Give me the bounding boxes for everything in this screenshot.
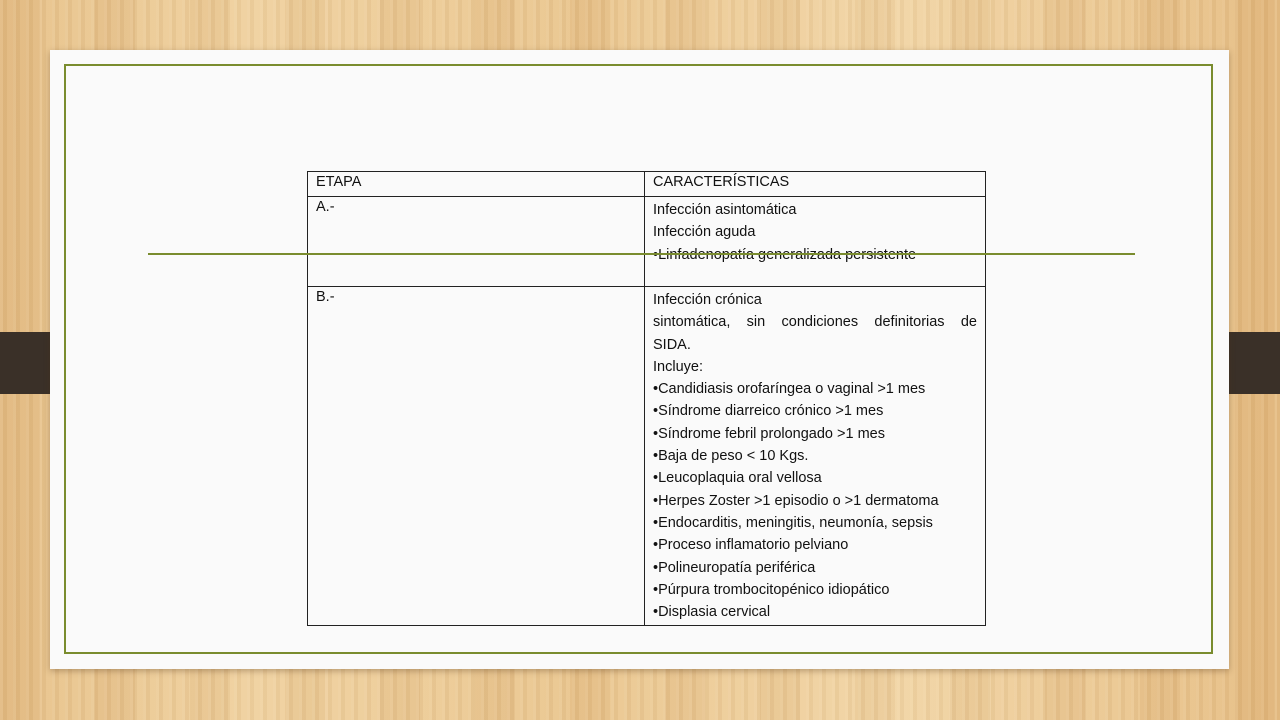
characteristics-cell xyxy=(645,287,986,626)
characteristic-line: Infección asintomática xyxy=(653,202,797,218)
characteristic-line: Infección crónica xyxy=(653,292,762,308)
list-item: •Baja de peso < 10 Kgs. xyxy=(653,448,809,465)
stage-cell: B.- xyxy=(308,287,645,626)
characteristic-line: Incluye: xyxy=(653,358,703,375)
list-item: •Polineuropatía periférica xyxy=(653,559,816,576)
list-item: •Síndrome diarreico crónico >1 mes xyxy=(653,403,884,420)
list-item: •Púrpura trombocitopénico idiopático xyxy=(653,581,890,598)
list-item: •Proceso inflamatorio pelviano xyxy=(653,537,849,554)
list-item: •Herpes Zoster >1 episodio o >1 dermatoma xyxy=(653,492,939,509)
characteristic-line: Infección aguda xyxy=(653,224,756,241)
table-header-row xyxy=(308,172,986,197)
table-row xyxy=(308,287,986,626)
characteristics-cell xyxy=(645,197,986,287)
header-stage: ETAPA xyxy=(308,172,645,197)
list-item: •Síndrome febril prolongado >1 mes xyxy=(653,425,885,442)
table-row xyxy=(308,197,986,287)
list-item: •Endocarditis, meningitis, neumonía, sepsis xyxy=(653,514,933,531)
hiv-stages-table xyxy=(307,171,986,626)
header-characteristics: CARACTERÍSTICAS xyxy=(645,172,986,197)
characteristic-line: SIDA. xyxy=(653,336,691,353)
list-item: •Displasia cervical xyxy=(653,604,771,621)
decorative-horizontal-line xyxy=(148,253,1135,255)
stage-cell: A.- xyxy=(308,197,645,287)
list-item: •Candidiasis orofaríngea o vaginal >1 mes xyxy=(653,381,926,398)
characteristic-line: sintomática, sin condiciones definitorias de xyxy=(653,314,977,331)
list-item: •Leucoplaquia oral vellosa xyxy=(653,470,822,487)
